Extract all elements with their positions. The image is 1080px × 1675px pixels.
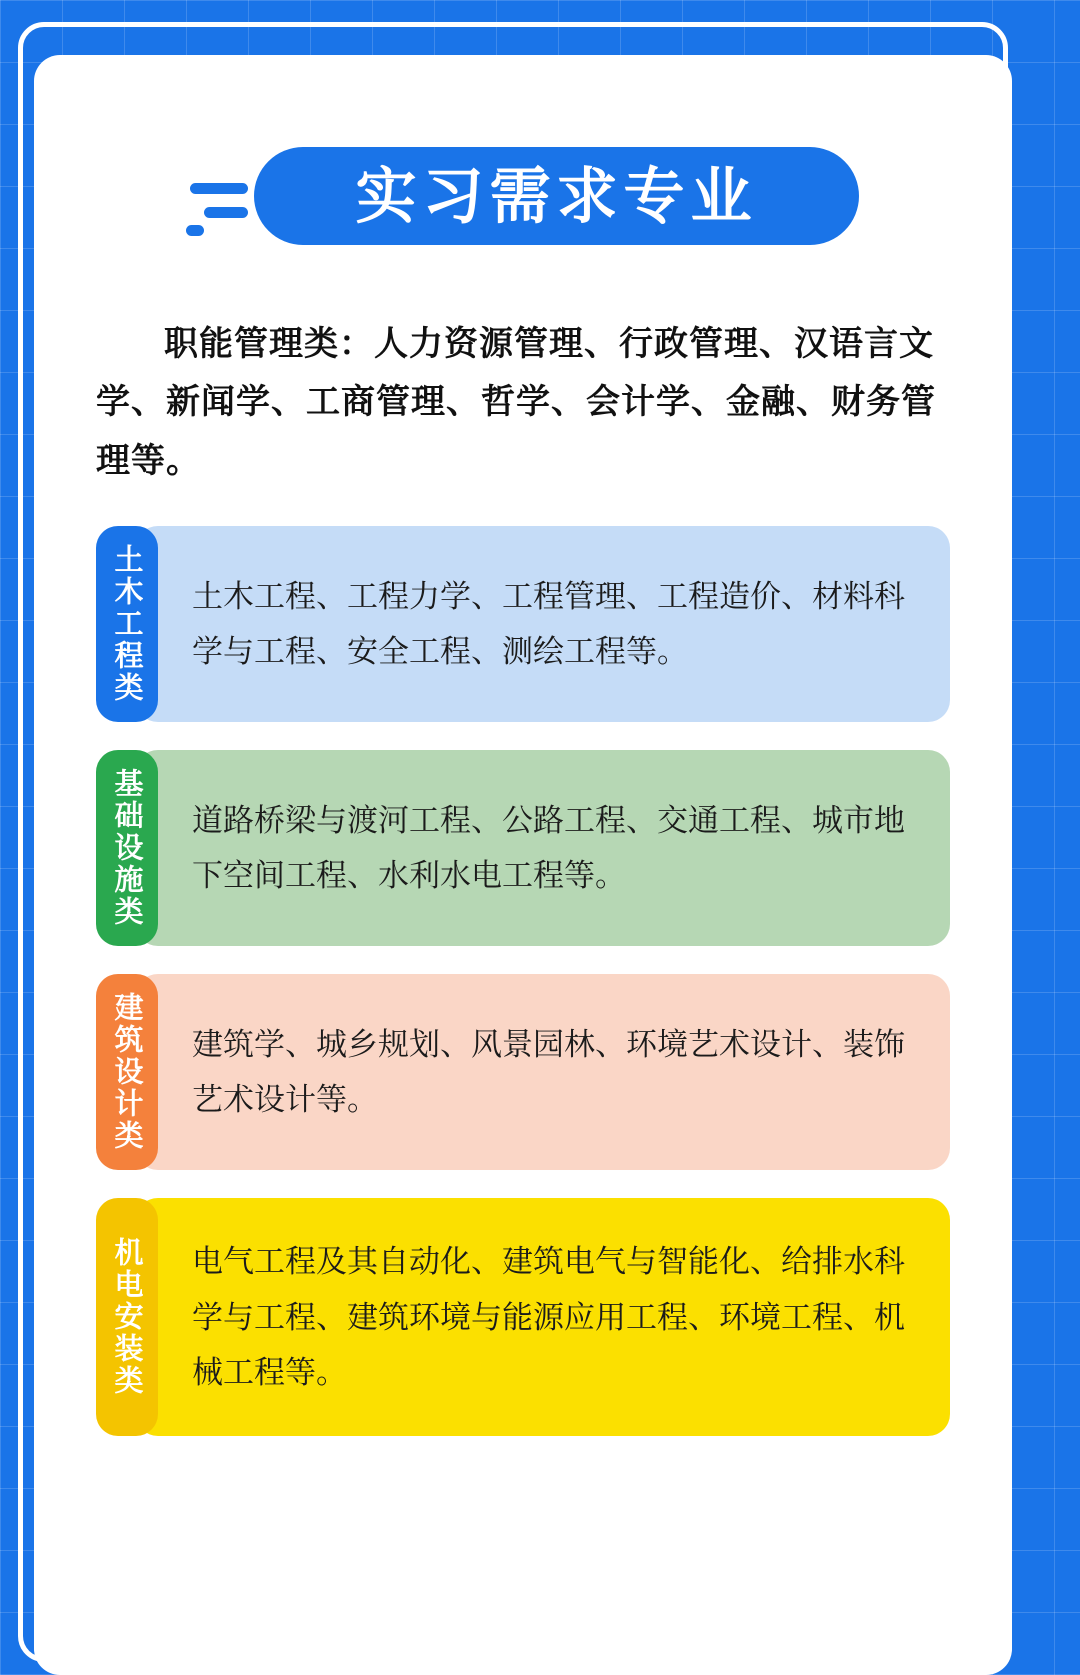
category-tab-label: 机电安装类 <box>96 1198 158 1436</box>
category-row-electromechanical <box>96 1198 950 1436</box>
title-pill <box>254 147 859 245</box>
intro-paragraph: 职能管理类：人力资源管理、行政管理、汉语言文学、新闻学、工商管理、哲学、会计学、金融、财务管理等。 <box>96 325 936 480</box>
category-tab-label: 土木工程类 <box>96 526 158 722</box>
category-row-architectural-design <box>96 974 950 1170</box>
category-body-text: 电气工程及其自动化、建筑电气与智能化、给排水科学与工程、建筑环境与能源应用工程、环境工程、机械工程等。 <box>136 1198 950 1436</box>
category-body-text: 建筑学、城乡规划、风景园林、环境艺术设计、装饰艺术设计等。 <box>136 974 950 1170</box>
dash-decoration-icon <box>184 163 264 243</box>
category-tab-label: 基础设施类 <box>96 750 158 946</box>
page-title: 实习需求专业 <box>355 161 758 230</box>
title-banner <box>34 147 1012 257</box>
content-card <box>34 55 1012 1675</box>
category-body-text: 土木工程、工程力学、工程管理、工程造价、材料科学与工程、安全工程、测绘工程等。 <box>136 526 950 722</box>
category-body-text: 道路桥梁与渡河工程、公路工程、交通工程、城市地下空间工程、水利水电工程等。 <box>136 750 950 946</box>
category-row-infrastructure <box>96 750 950 946</box>
category-tab-label: 建筑设计类 <box>96 974 158 1170</box>
category-row-civil-engineering <box>96 526 950 722</box>
category-list <box>96 526 950 1436</box>
